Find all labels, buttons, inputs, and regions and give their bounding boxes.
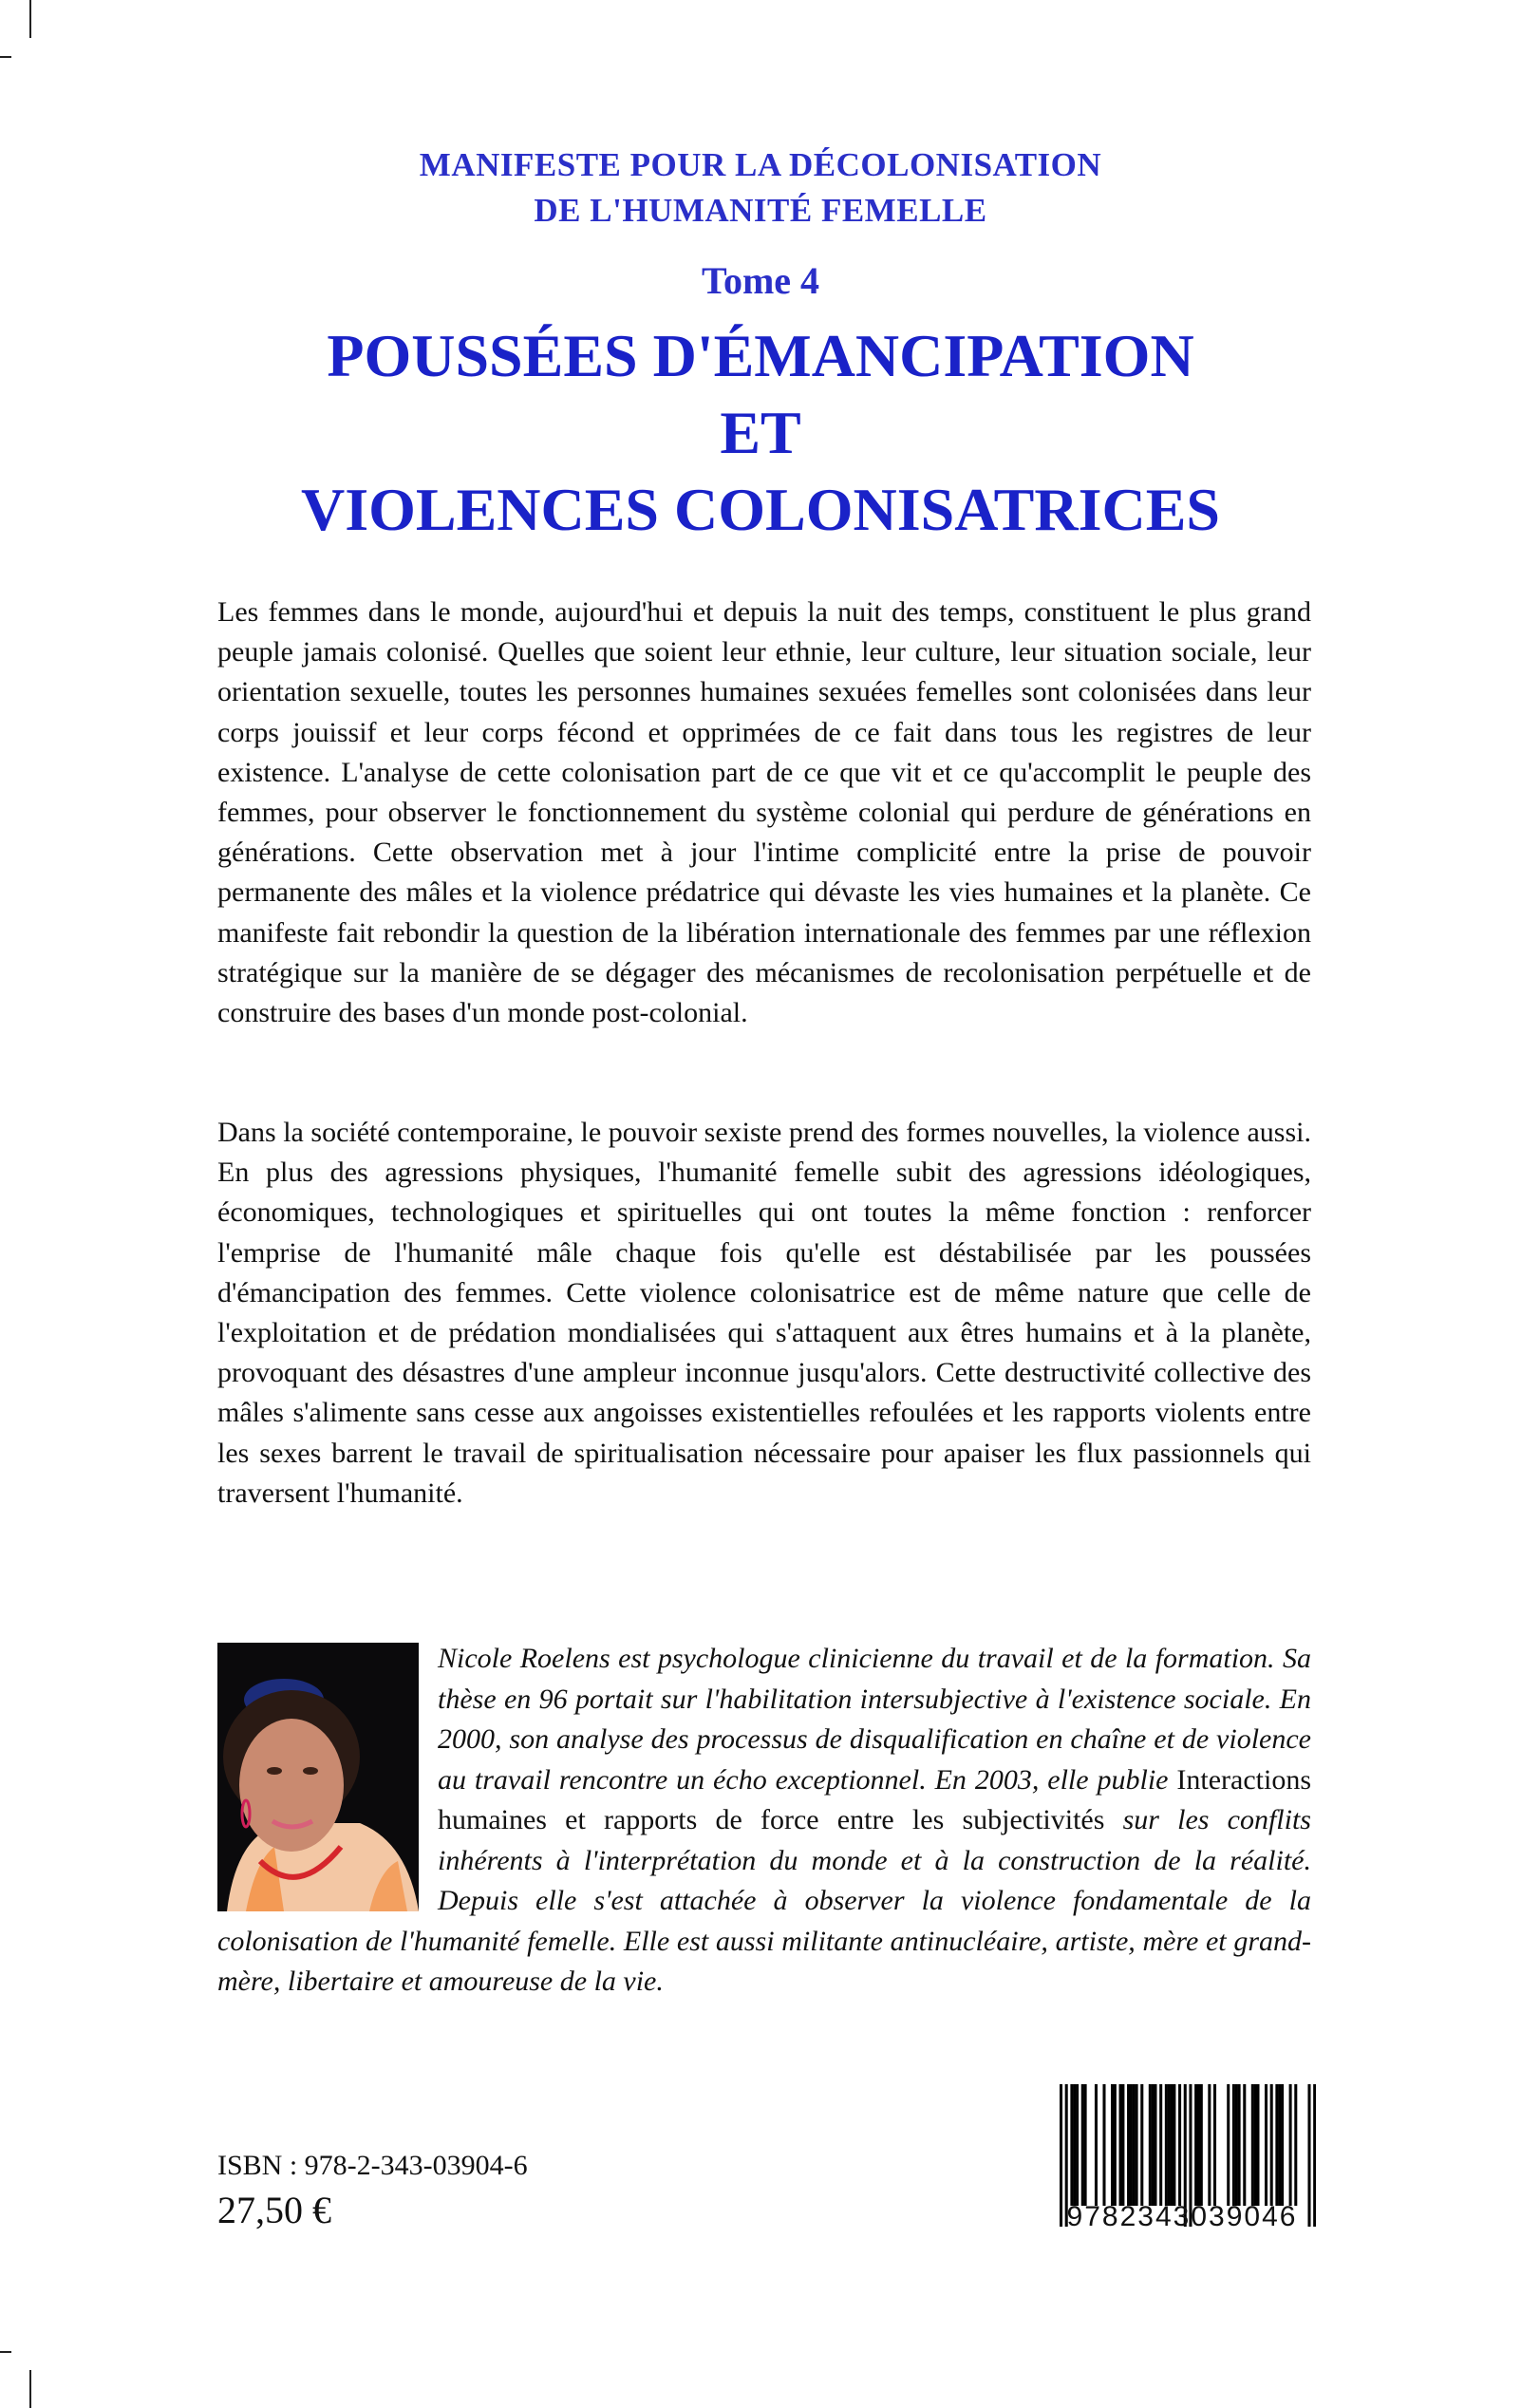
barcode-bar [1136,2084,1138,2206]
barcode-bar [1149,2084,1152,2206]
series-title [0,142,1521,234]
barcode-bar [1278,2084,1281,2206]
barcode-bar [1289,2084,1292,2206]
barcode-bar [1200,2084,1203,2206]
barcode-bar [1165,2084,1168,2206]
barcode-bar [1102,2084,1105,2206]
barcode-bar [1208,2084,1211,2206]
title-line-2: ET [720,399,801,466]
barcode-bar [1159,2084,1162,2206]
barcode-bar [1084,2084,1087,2206]
barcode-bar [1095,2084,1098,2206]
barcode-bar [1197,2084,1200,2206]
barcode-bar [1243,2084,1246,2206]
title-line-1: POUSSÉES D'ÉMANCIPATION [327,322,1194,389]
barcode-bar [1235,2084,1238,2206]
bio-book-title: Interactions humaines et rapports de force entre les subjectivités [438,1763,1311,1835]
barcode-bar [1114,2084,1117,2206]
barcode-bar [1081,2084,1084,2206]
crop-mark [29,2370,31,2408]
barcode-bar [1238,2084,1241,2206]
barcode-bar [1254,2084,1257,2206]
barcode-bar [1270,2084,1273,2206]
crop-mark [0,2351,11,2353]
blurb-paragraph-1: Les femmes dans le monde, aujourd'hui et depuis la nuit des temps, constituent le plus grand peuple jamais colonisé. Quelles que soient leur ethnie, leur culture, leur situation sociale, leur orientation sexuelle, toutes les personnes humaines sexuées femelles sont colonisées dans leur corps jouissif et leur corps fécond et opprimées de ce fait dans tous les registres de leur existence. L'analyse de cette colonisation part de ce que vit et ce qu'accomplit le peuple des femmes, pour observer le fonctionnement du système colonial qui perdure de générations en générations. Cette observation met à jour l'intime complicité entre la prise de pouvoir permanente des mâles et la violence prédatrice qui dévaste les vies humaines et la planète. Ce manifeste fait rebondir la question de la libération internationale des femmes par une réflexion stratégique sur la manière de se dégager des mécanismes de recolonisation perpétuelle et de construire des bases d'un monde post-colonial. [217,596,1311,1029]
barcode-bar [1133,2084,1136,2206]
series-line-1: MANIFESTE POUR LA DÉCOLONISATION [419,146,1102,183]
author-photo [217,1643,419,1911]
barcode-bar [1275,2084,1278,2206]
barcode-bar [1111,2084,1114,2206]
barcode-bar [1251,2084,1254,2206]
barcode-bar [1232,2084,1235,2206]
series-line-2: DE L'HUMANITÉ FEMELLE [534,192,987,229]
book-title [0,317,1521,548]
barcode-bar [1130,2084,1133,2206]
price-label: 27,50 € [217,2189,331,2231]
barcode-bar [1073,2084,1076,2206]
barcode-bar [1281,2084,1284,2206]
crop-mark [29,0,31,38]
barcode-bar [1227,2084,1230,2206]
barcode-bar [1194,2084,1197,2206]
barcode-bar [1076,2084,1079,2206]
barcode-bar [1256,2084,1259,2206]
barcode-bar [1140,2084,1143,2206]
barcode-bar [1119,2084,1122,2206]
barcode-bar [1265,2084,1268,2206]
barcode-bar [1121,2084,1124,2206]
barcode-bar [1152,2084,1155,2206]
crop-mark [0,56,11,58]
author-bio [217,1639,1311,2003]
bio-text-2: sur les conflits inhérents à l'interprétation du monde et à la construction de la réalité. Depuis elle s'est attachée à observer la violence fondamentale de la colonisation de l'humanité femelle. Elle est aussi militante antinucléaire, artiste, mère et grand-mère, libertaire et amoureuse de la vie. [217,1804,1311,1997]
barcode-bar [1171,2084,1174,2206]
barcode-bar [1127,2084,1130,2206]
volume-label: Tome 4 [701,259,820,302]
barcode-digits: 9782343039046 [1066,2201,1298,2232]
barcode-bar [1294,2084,1297,2206]
bio-text-1: Nicole Roelens est psychologue clinicienne du travail et de la formation. Sa thèse en 96 portait sur l'habilitation intersubjective à l'existence sociale. En 2000, son analyse des processus de disqualification en chaîne et de violence au travail rencontre un écho exceptionnel. En 2003, elle publie [438,1643,1311,1796]
barcode-bar [1178,2084,1181,2206]
barcode-bar [1070,2084,1073,2206]
barcode-bar [1173,2084,1175,2206]
barcode-bar [1213,2084,1216,2206]
barcode-bar [1168,2084,1171,2206]
blurb-paragraph-2: Dans la société contemporaine, le pouvoir sexiste prend des formes nouvelles, la violence aussi. En plus des agressions physiques, l'humanité femelle subit des agressions idéologiques, économiques, technologiques et spirituelles qui ont toutes la même fonction : renforcer l'emprise de l'humanité mâle chaque fois qu'elle est déstabilisée par les poussées d'émancipation des femmes. Cette violence colonisatrice est de même nature que celle de l'exploitation et de prédation mondialisées qui s'attaquent aux êtres humains et à la planète, provoquant des désastres d'une ampleur inconnue jusqu'alors. Cette destructivité collective des mâles s'alimente sans cesse aux angoisses existentielles refoulées et les rapports violents entre les sexes barrent le travail de spiritualisation nécessaire pour apaiser les flux passionnels qui traversent l'humanité. [217,1117,1311,1509]
barcode-bar [1154,2084,1156,2206]
isbn-label: ISBN : 978-2-343-03904-6 [217,2150,528,2181]
title-line-3: VIOLENCES COLONISATRICES [301,476,1220,543]
